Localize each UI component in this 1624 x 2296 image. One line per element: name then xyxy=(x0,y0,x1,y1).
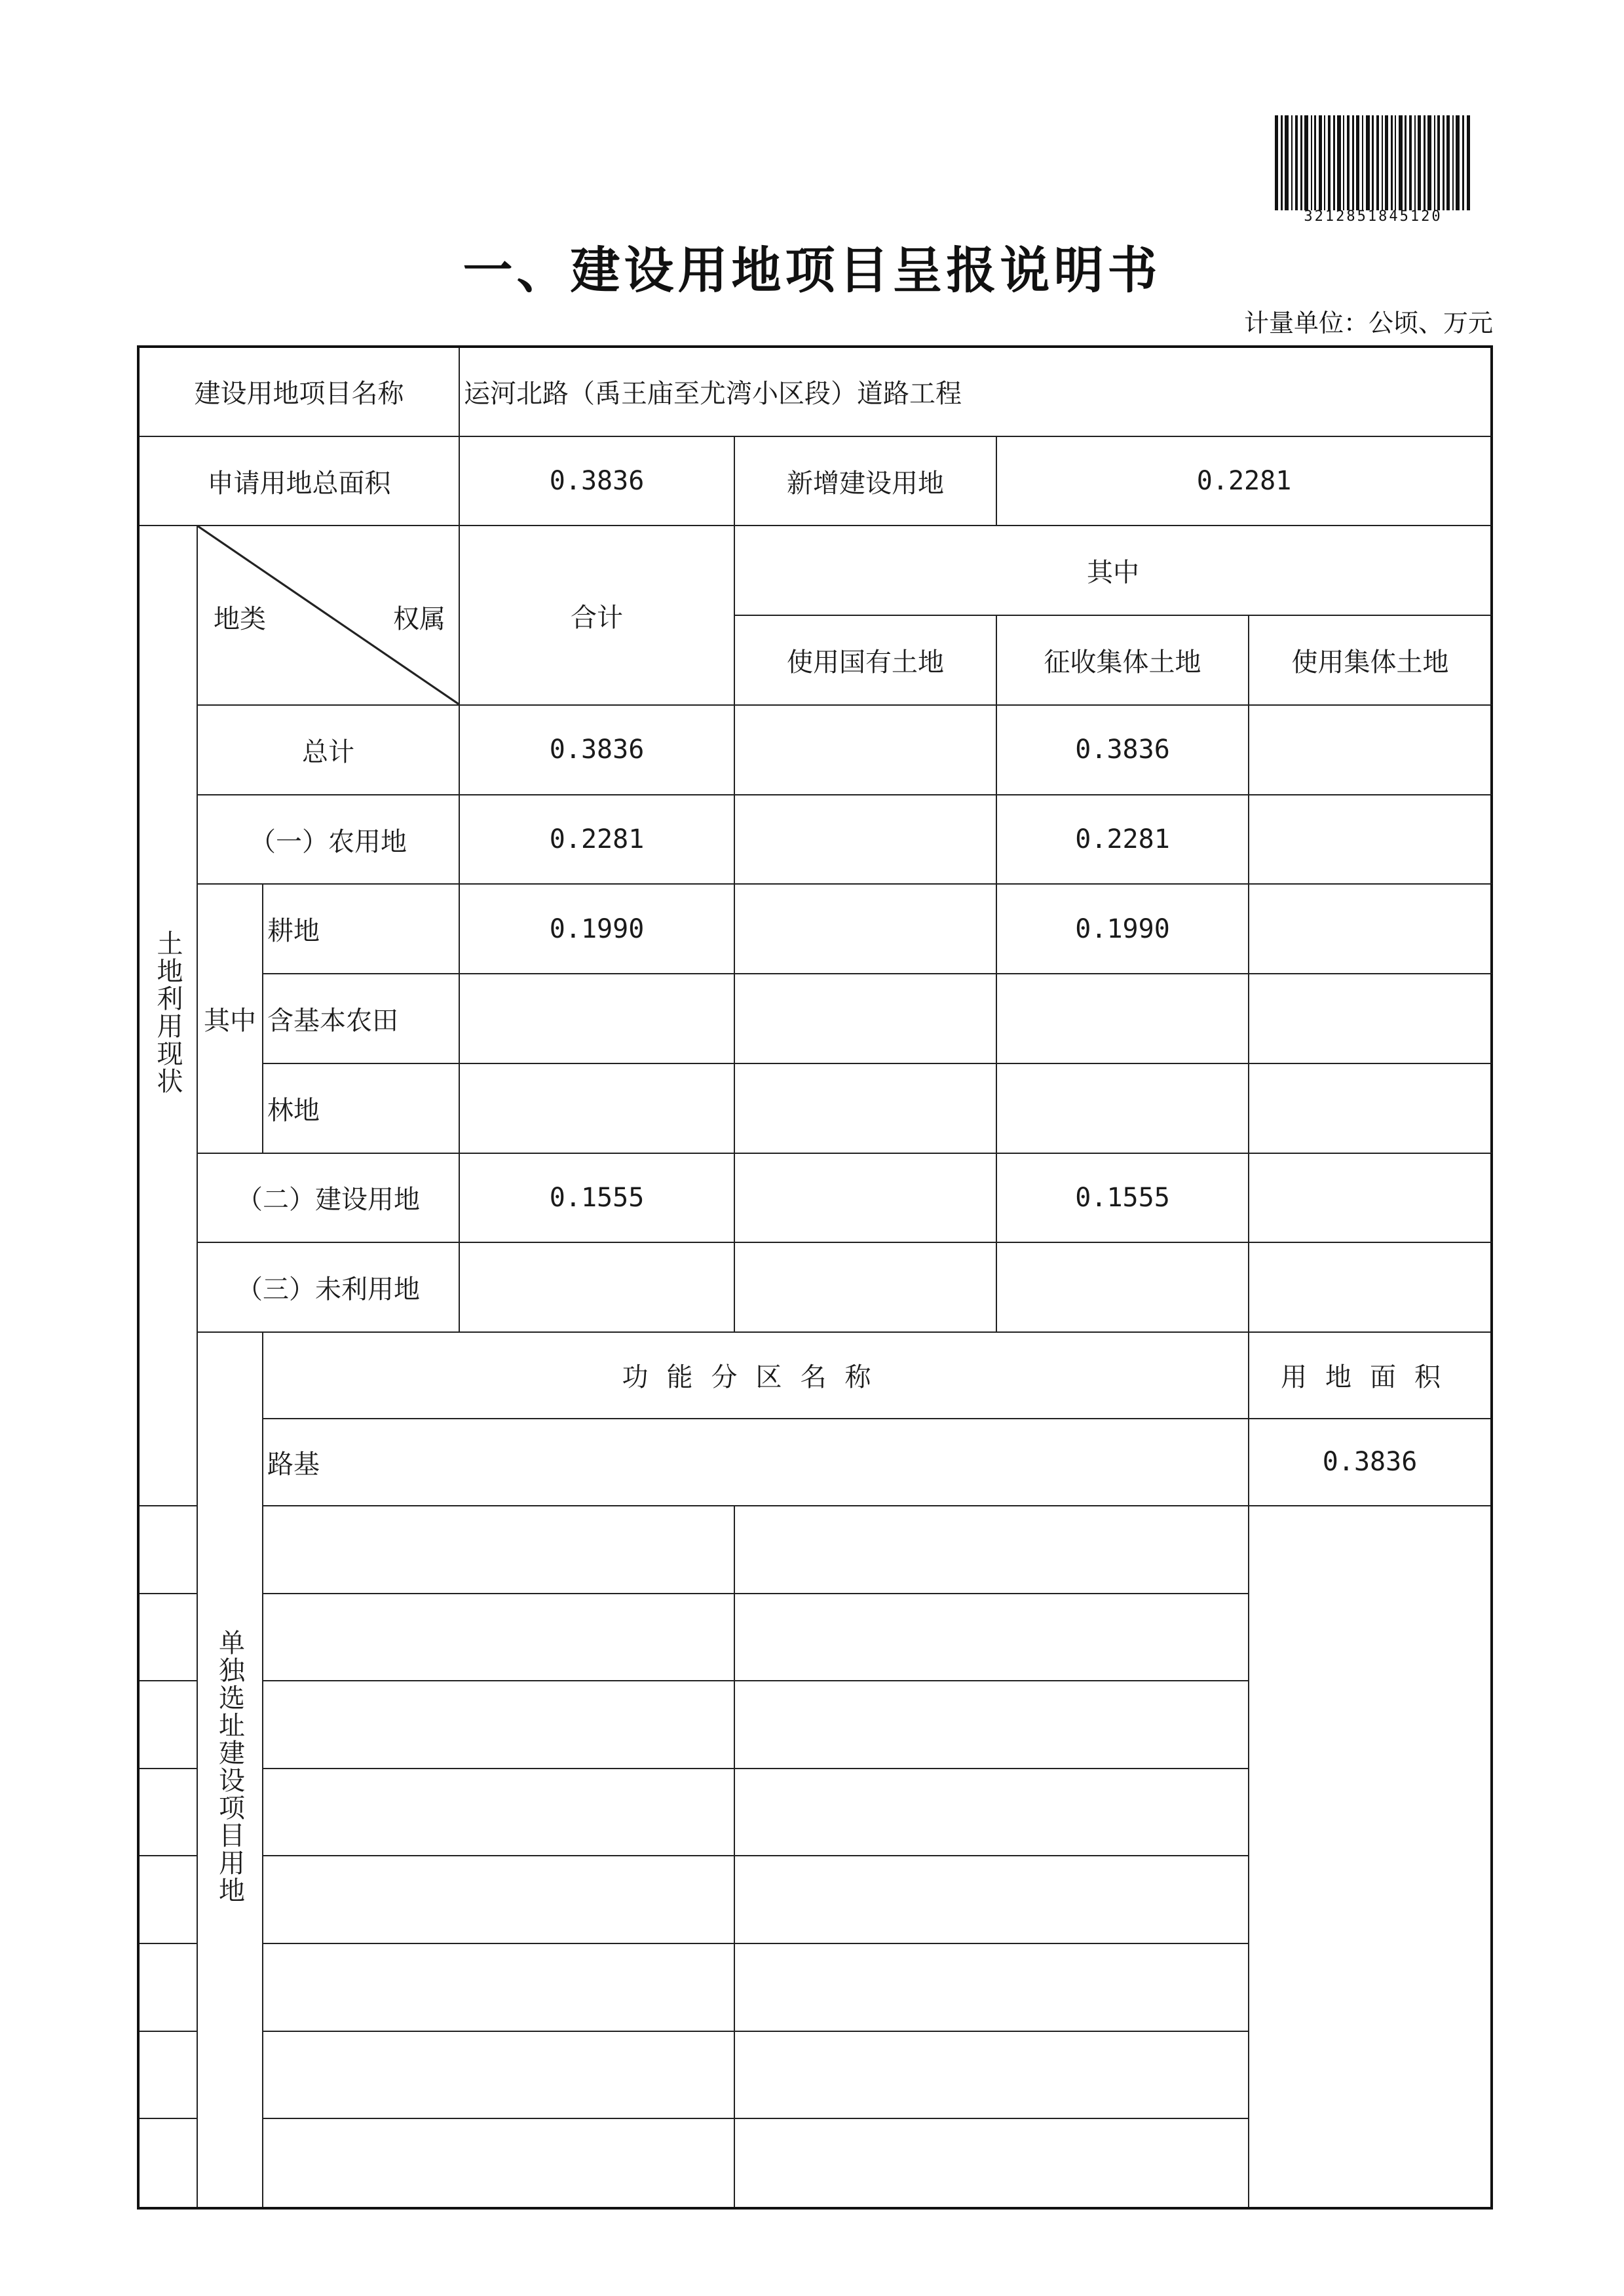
site-row-zone: 路基 xyxy=(263,1419,1249,1506)
row-construction-collect: 0.1555 xyxy=(996,1153,1249,1243)
row-cultivated-state xyxy=(734,884,996,974)
row-total-use-collect xyxy=(1249,705,1492,795)
report-table xyxy=(137,345,1493,2210)
among-header: 其中 xyxy=(734,526,1492,615)
row-basic-farmland-label: 含基本农田 xyxy=(263,974,459,1063)
row-basic-farmland-use-collect xyxy=(1249,974,1492,1063)
row-total-state xyxy=(734,705,996,795)
total-area-label: 申请用地总面积 xyxy=(138,436,459,526)
row-agri-collect: 0.2281 xyxy=(996,795,1249,885)
diagonal-header-cell xyxy=(197,526,459,704)
site-row-area xyxy=(734,1769,1249,1856)
row-agri-state xyxy=(734,795,996,885)
row-construction-label: （二）建设用地 xyxy=(197,1153,459,1243)
col-zone-header xyxy=(263,1332,1249,1418)
col-use-collect-header: 使用集体土地 xyxy=(1249,615,1492,705)
row-basic-farmland-sum xyxy=(459,974,734,1063)
site-row-area xyxy=(734,1594,1249,1681)
row-cultivated-use-collect xyxy=(1249,884,1492,974)
col-area-header xyxy=(1249,1332,1492,1418)
corner-right-label: 权属 xyxy=(393,604,446,635)
total-col-header: 合计 xyxy=(459,526,734,704)
site-row-area xyxy=(734,1506,1249,1594)
barcode xyxy=(1275,115,1471,225)
row-total-collect: 0.3836 xyxy=(996,705,1249,795)
total-area-value: 0.3836 xyxy=(459,436,734,526)
row-agri-use-collect xyxy=(1249,795,1492,885)
land-use-section-text: 土地利用现状 xyxy=(153,930,183,1096)
row-forest-use-collect xyxy=(1249,1063,1492,1153)
row-construction-state xyxy=(734,1153,996,1243)
new-construction-label: 新增建设用地 xyxy=(734,436,996,526)
row-forest-sum xyxy=(459,1063,734,1153)
row-forest-collect xyxy=(996,1063,1249,1153)
row-cultivated-collect: 0.1990 xyxy=(996,884,1249,974)
site-row-area xyxy=(734,2118,1249,2208)
row-total-label: 总计 xyxy=(197,705,459,795)
row-cultivated-label: 耕地 xyxy=(263,884,459,974)
row-total-sum: 0.3836 xyxy=(459,705,734,795)
row-construction-use-collect xyxy=(1249,1153,1492,1243)
row-basic-farmland-state xyxy=(734,974,996,1063)
row-forest-state xyxy=(734,1063,996,1153)
corner-left-label: 地类 xyxy=(214,604,266,635)
site-row-zone xyxy=(138,2118,734,2208)
site-row-zone xyxy=(138,2031,734,2119)
site-row-area xyxy=(734,2031,1249,2119)
site-row-area: 0.3836 xyxy=(1249,1419,1492,1506)
land-use-section-label xyxy=(138,526,197,1506)
project-name-value: 运河北路（禹王庙至尤湾小区段）道路工程 xyxy=(459,347,1492,436)
site-row-area xyxy=(734,1943,1249,2031)
site-row-area xyxy=(734,1681,1249,1769)
site-row-area xyxy=(734,1856,1249,1943)
site-row-zone xyxy=(138,1506,734,1594)
site-section-text: 单独选址建设项目用地 xyxy=(214,1629,245,1905)
new-construction-value: 0.2281 xyxy=(996,436,1492,526)
row-agri-label: （一）农用地 xyxy=(197,795,459,885)
project-name-label: 建设用地项目名称 xyxy=(138,347,459,436)
row-unused-sum xyxy=(459,1242,734,1332)
site-row-zone xyxy=(138,1943,734,2031)
row-construction-sum: 0.1555 xyxy=(459,1153,734,1243)
among-row-label: 其中 xyxy=(197,884,263,1153)
row-agri-sum: 0.2281 xyxy=(459,795,734,885)
col-collect-header: 征收集体土地 xyxy=(996,615,1249,705)
page-title: 一、建设用地项目呈报说明书 xyxy=(463,241,1161,299)
barcode-bars xyxy=(1275,115,1471,210)
row-unused-collect xyxy=(996,1242,1249,1332)
row-unused-state xyxy=(734,1242,996,1332)
row-basic-farmland-collect xyxy=(996,974,1249,1063)
row-cultivated-sum: 0.1990 xyxy=(459,884,734,974)
unit-label: 计量单位：公顷、万元 xyxy=(1243,309,1493,337)
col-state-header: 使用国有土地 xyxy=(734,615,996,705)
row-forest-label: 林地 xyxy=(263,1063,459,1153)
barcode-digits: 3212851845120 xyxy=(1304,208,1443,225)
col-area-text: 用地面积 xyxy=(1281,1362,1460,1393)
col-zone-text: 功能分区名称 xyxy=(622,1362,890,1393)
row-unused-label: （三）未利用地 xyxy=(197,1242,459,1332)
row-unused-use-collect xyxy=(1249,1242,1492,1332)
